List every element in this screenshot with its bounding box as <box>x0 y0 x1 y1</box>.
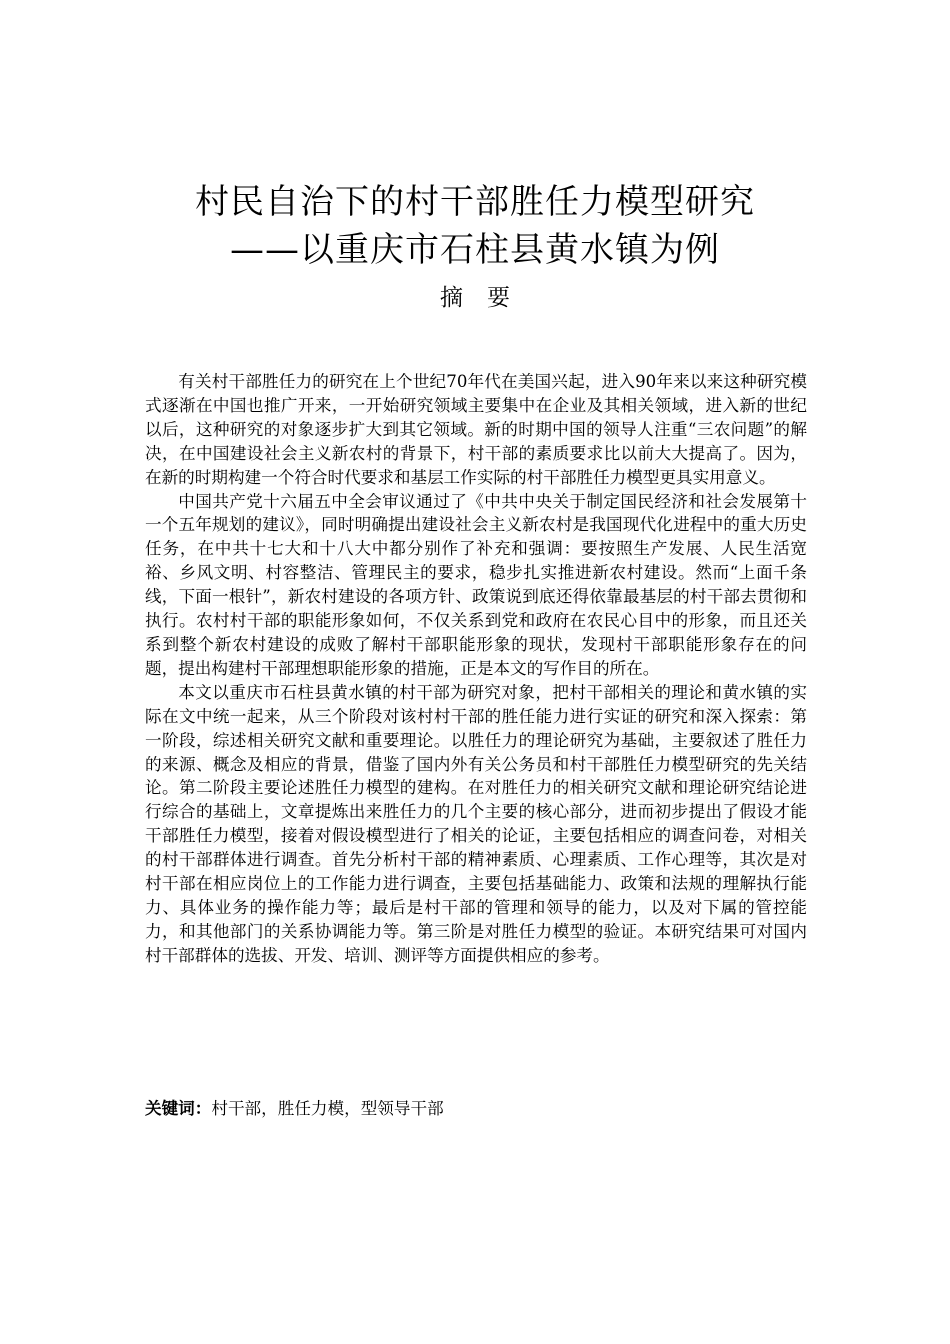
abstract-paragraph: 本文以重庆市石柱县黄水镇的村干部为研究对象，把村干部相关的理论和黄水镇的实际在文中统一起来，从三个阶段对该村村干部的胜任能力进行实证的研究和深入探索：第一阶段，综述相关研究文献和重要理论。以胜任力的理论研究为基础，主要叙述了胜任力的来源、概念及相应的背景，借鉴了国内外有关公务员和村干部胜任力模型研究的先关结论。第二阶段主要论述胜任力模型的建构。在对胜任力的相关研究文献和理论研究结论进行综合的基础上，文章提炼出来胜任力的几个主要的核心部分，进而初步提出了假设才能干部胜任力模型，接着对假设模型进行了相关的论证，主要包括相应的调查问卷，对相关的村干部群体进行调查。首先分析村干部的精神素质、心理素质、工作心理等，其次是对村干部在相应岗位上的工作能力进行调查，主要包括基础能力、政策和法规的理解执行能力、具体业务的操作能力等；最后是村干部的管理和领导的能力，以及对下属的管控能力，和其他部门的关系协调能力等。第三阶是对胜任力模型的验证。本研究结果可对国内村干部群体的选拔、开发、培训、测评等方面提供相应的参考。 <box>145 682 807 965</box>
keywords-line <box>145 1097 807 1121</box>
document-title: 村民自治下的村干部胜任力模型研究 <box>195 182 755 222</box>
keywords-value: 村干部，胜任力模，型领导干部 <box>211 1099 444 1118</box>
title-block <box>0 178 950 318</box>
abstract-paragraph: 中国共产党十六届五中全会审议通过了《中共中央关于制定国民经济和社会发展第十一个五年规划的建议》，同时明确提出建设社会主义新农村是我国现代化进程中的重大历史任务，在中共十七大和十八大中都分别作了补充和强调：要按照生产发展、人民生活宽裕、乡风文明、村容整洁、管理民主的要求，稳步扎实推进新农村建设。然而“上面千条线，下面一根针”，新农村建设的各项方针、政策说到底还得依靠最基层的村干部去贯彻和执行。农村村干部的职能形象如何，不仅关系到党和政府在农民心目中的形象，而且还关系到整个新农村建设的成败了解村干部职能形象的现状，发现村干部职能形象存在的问题，提出构建村干部理想职能形象的措施，正是本文的写作目的所在。 <box>145 491 807 678</box>
abstract-body <box>145 370 807 968</box>
keywords-label: 关键词： <box>145 1099 212 1118</box>
document-subtitle: ——以重庆市石柱县黄水镇为例 <box>230 230 720 270</box>
abstract-heading: 摘要 <box>440 285 534 311</box>
abstract-paragraph: 有关村干部胜任力的研究在上个世纪70年代在美国兴起，进入90年来以来这种研究模式逐渐在中国也推广开来，一开始研究领域主要集中在企业及其相关领域，进入新的世纪以后，这种研究的对象逐步扩大到其它领域。新的时期中国的领导人注重“三农问题”的解决，在中国建设社会主义新农村的背景下，村干部的素质要求比以前大大提高了。因为，在新的时期构建一个符合时代要求和基层工作实际的村干部胜任力模型更具实用意义。 <box>145 372 807 487</box>
